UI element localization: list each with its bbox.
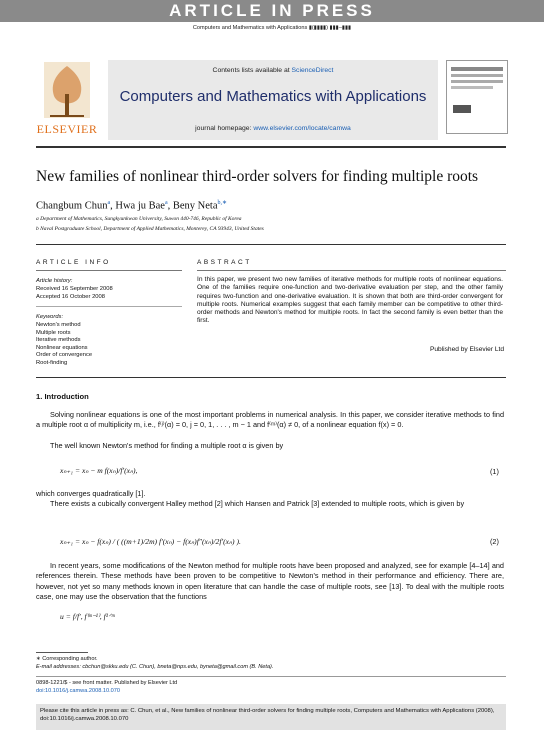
intro-paragraph-4: There exists a cubically convergent Halley method [2] which Hansen and Patrick [3] extended to multiple roots, which is given by: [50, 499, 465, 508]
keywords-rule: [36, 306, 182, 307]
author-3: , Beny Neta: [167, 200, 218, 212]
keyword: Multiple roots: [36, 329, 71, 336]
issn-line: 0898-1221/$ - see front matter. Published by Elsevier Ltd: [36, 680, 178, 686]
banner-text: ARTICLE IN PRESS: [169, 1, 375, 20]
keywords-label: Keywords:: [36, 314, 64, 320]
affiliation-b: b Naval Postgraduate School, Department of Applied Mathematics, Monterey, CA 93943, United States: [36, 226, 264, 232]
author-3-affil[interactable]: b,∗: [217, 200, 228, 206]
paper-title: New families of nonlinear third-order solvers for finding multiple roots: [36, 168, 479, 185]
contents-prefix: Contents lists available at: [212, 67, 290, 74]
contents-line: [108, 67, 438, 74]
equation-2-number: (2): [490, 537, 499, 546]
homepage-link[interactable]: www.elsevier.com/locate/camwa: [253, 125, 351, 132]
author-line: [36, 199, 227, 212]
article-info-rule: [36, 270, 182, 271]
keyword: Newton's method: [36, 322, 81, 328]
intro-paragraph-3: which converges quadratically [1].: [36, 489, 146, 498]
journal-title: Computers and Mathematics with Applications: [119, 88, 427, 105]
header-rule: [36, 146, 506, 148]
abstract-rule: [197, 270, 506, 271]
abstract-heading: ABSTRACT: [197, 259, 252, 266]
footnote-rule: [36, 652, 88, 653]
doi-link[interactable]: doi:10.1016/j.camwa.2008.10.070: [36, 688, 120, 694]
affiliation-rule: [36, 244, 506, 245]
abstract-bottom-rule: [36, 377, 506, 378]
accepted-date: Accepted 16 October 2008: [36, 294, 105, 300]
keyword: Iterative methods: [36, 337, 81, 344]
intro-paragraph-1: Solving nonlinear equations is one of the most important problems in numerical analysis. In this paper, we consider iterative methods to find a multiple root α of multiplicity m, i.e., f⁽ʲ⁾(α) = 0, j = 0, 1, . . . , m − 1 and f⁽ᵐ⁾(α) ≠ 0, of a nonlinear equation f(x) = 0.: [36, 410, 504, 430]
keyword-list: [36, 322, 92, 368]
homepage-line: [108, 125, 438, 132]
homepage-prefix: journal homepage:: [195, 125, 252, 132]
journal-cover-thumbnail: [446, 60, 508, 134]
keyword: Root-finding: [36, 359, 68, 366]
abstract-text: In this paper, we present two new families of iterative methods for multiple roots of nonlinear equations. One of the families require one-function and two-derivative evaluation per step, and the other family requires two-function and one-derivative evaluation. It is shown that both are third-order convergent for multiple roots. Numerical examples suggest that each family member can be competitive to other third-order methods and Newton's method for multiple roots. In fact the second family is even better than the first.: [197, 276, 503, 325]
equation-3: u = f/f′, f⁽ᵐ⁻¹⁾, f¹ᐟᵐ: [60, 612, 115, 621]
equation-1-number: (1): [490, 467, 499, 476]
sciencedirect-link[interactable]: ScienceDirect: [291, 67, 334, 74]
author-1: Changbum Chun: [36, 200, 108, 212]
published-by: Published by Elsevier Ltd: [429, 346, 504, 353]
keyword: Nonlinear equations: [36, 344, 88, 351]
history-label: Article history:: [36, 278, 73, 284]
author-1-affil[interactable]: a: [107, 200, 111, 206]
citation-text: Please cite this article in press as: C. Chun, et al., New families of nonlinear third-order solvers for finding multiple roots, Computers and Mathematics with Applications (2008), doi:10.1016/j.camwa.2008.10.070: [40, 708, 495, 722]
citation-box: [36, 704, 506, 730]
email-addresses: E-mail addresses: cbchun@skku.edu (C. Chun), bneta@nps.edu, byneta@gmail.com (B. Neta).: [36, 664, 274, 670]
equation-2: xₙ₊₁ = xₙ − f(xₙ) / ( ((m+1)/2m) f′(xₙ) − f(xₙ)f″(xₙ)/2f′(xₙ) ).: [60, 537, 241, 546]
running-head: Computers and Mathematics with Applications ▮(▮▮▮▮) ▮▮▮–▮▮▮: [192, 25, 352, 31]
intro-paragraph-5: In recent years, some modifications of the Newton method for multiple roots have been proposed and analyzed, see for example [4–14] and references therein. These methods have been proven to be competitive to Newton's method in their performance and efficiency. There are, however, not yet so many methods known in open literature that can handle the case of multiple roots, see [13]. To deal with the multiple roots case, one may use the observation that the functions: [36, 561, 504, 602]
article-in-press-banner: [0, 0, 544, 22]
intro-heading: 1. Introduction: [36, 392, 89, 401]
author-2-affil[interactable]: a: [164, 200, 168, 206]
author-2: , Hwa ju Bae: [110, 200, 165, 212]
equation-1: xₙ₊₁ = xₙ − m f(xₙ)/f′(xₙ),: [60, 466, 138, 475]
received-date: Received 16 September 2008: [36, 286, 113, 292]
publisher-name: ELSEVIER: [36, 122, 98, 136]
intro-paragraph-2: The well known Newton's method for finding a multiple root α is given by: [50, 441, 284, 450]
affiliation-a: a Department of Mathematics, Sungkyunkwan University, Suwon 440-746, Republic of Korea: [36, 216, 242, 222]
footer-rule: [36, 676, 506, 677]
corresponding-author-note: ∗ Corresponding author.: [36, 656, 98, 662]
article-info-heading: ARTICLE INFO: [36, 259, 111, 266]
keyword: Order of convergence: [36, 352, 93, 359]
elsevier-logo: [36, 60, 98, 138]
